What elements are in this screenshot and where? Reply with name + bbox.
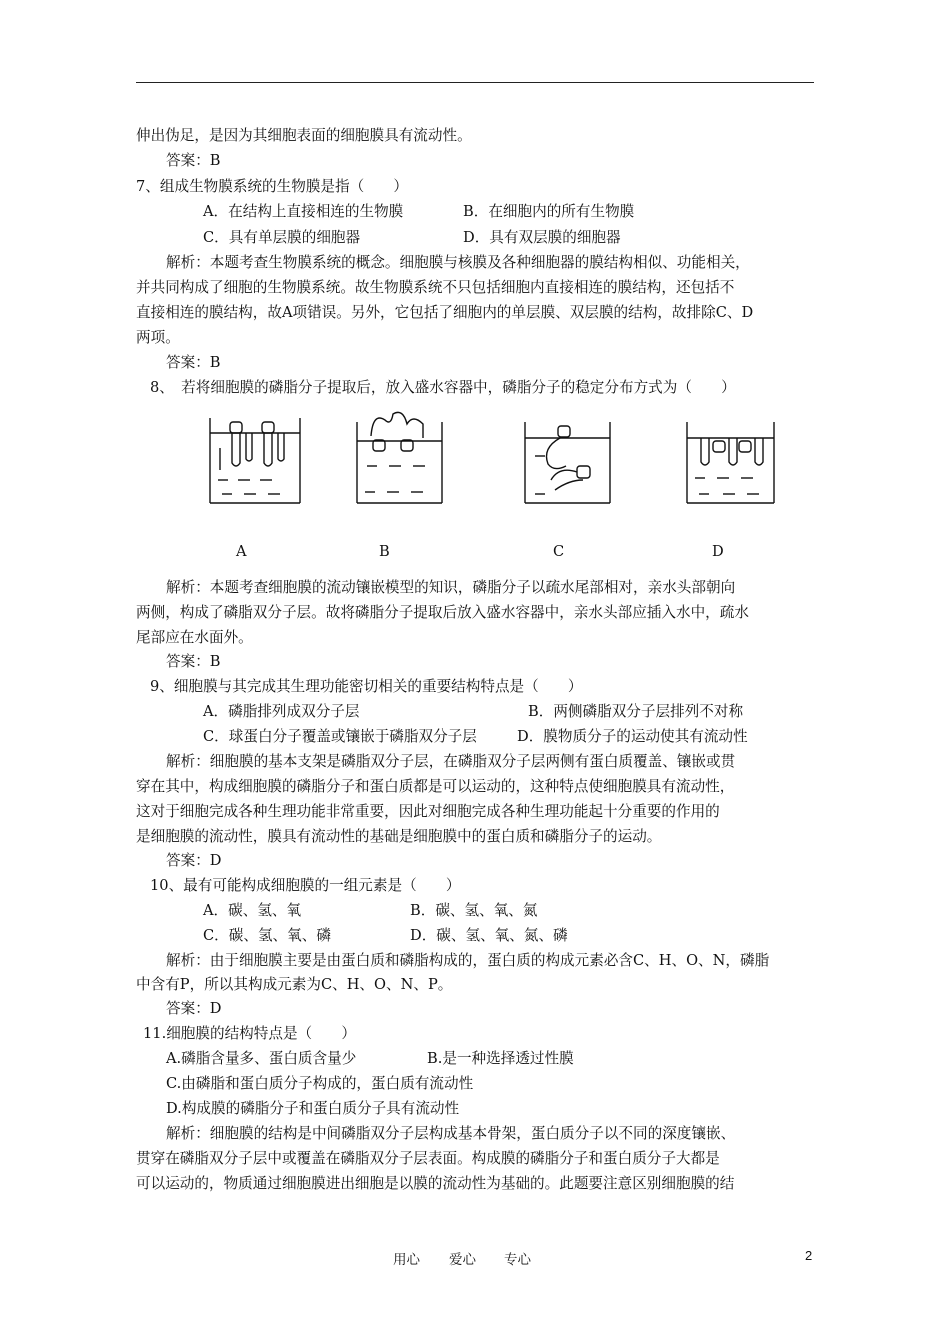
footer-text-2: 爱心: [449, 1252, 476, 1268]
q9-option-b: B．两侧磷脂双分子层排列不对称: [528, 703, 744, 720]
explanation-line: 并共同构成了细胞的生物膜系统。故生物膜系统不只包括细胞内直接相连的膜结构，还包括不: [136, 279, 735, 296]
header-rule: [136, 82, 814, 83]
explanation-line: 解析：本题考查生物膜系统的概念。细胞膜与核膜及各种细胞器的膜结构相似、功能相关，: [166, 254, 750, 271]
q7-option-d: D．具有双层膜的细胞器: [463, 229, 621, 246]
q9-option-c: C．球蛋白分子覆盖或镶嵌于磷脂双分子层: [203, 728, 477, 745]
explanation-line: 是细胞膜的流动性，膜具有流动性的基础是细胞膜中的蛋白质和磷脂分子的运动。: [136, 828, 662, 845]
q7-option-a: A．在结构上直接相连的生物膜: [203, 203, 404, 220]
figure-label-b: B: [379, 543, 390, 560]
q11-option-d: D.构成膜的磷脂分子和蛋白质分子具有流动性: [166, 1100, 460, 1117]
question-8: 8、 若将细胞膜的磷脂分子提取后，放入盛水容器中，磷脂分子的稳定分布方式为（ ）: [150, 379, 736, 396]
explanation-line: 可以运动的，物质通过细胞膜进出细胞是以膜的流动性为基础的。此题要注意区别细胞膜的结: [136, 1175, 735, 1192]
figure-label-d: D: [712, 543, 724, 560]
figure-label-a: A: [236, 543, 247, 560]
explanation-line: 两项。: [136, 329, 180, 346]
page-number: 2: [805, 1248, 813, 1263]
q10-option-d: D．碳、氢、氧、氮、磷: [410, 927, 568, 944]
explanation-line: 解析：细胞膜的基本支架是磷脂双分子层，在磷脂双分子层两侧有蛋白质覆盖、镶嵌或贯: [166, 753, 736, 770]
q10-option-c: C．碳、氢、氧、磷: [203, 927, 331, 944]
question-9: 9、细胞膜与其完成其生理功能密切相关的重要结构特点是（ ）: [150, 678, 583, 695]
q9-option-d: D．膜物质分子的运动使其有流动性: [517, 728, 748, 745]
answer-line: 答案：D: [166, 852, 222, 869]
question-10: 10、最有可能构成细胞膜的一组元素是（ ）: [150, 877, 461, 894]
q7-option-c: C．具有单层膜的细胞器: [203, 229, 361, 246]
footer-text-1: 用心: [393, 1252, 420, 1268]
answer-line: 答案：D: [166, 1000, 222, 1017]
explanation-line: 解析：本题考查细胞膜的流动镶嵌模型的知识，磷脂分子以疏水尾部相对，亲水头部朝向: [166, 579, 736, 596]
container-b: [357, 412, 442, 503]
explanation-line: 直接相连的膜结构，故A项错误。另外，它包括了细胞内的单层膜、双层膜的结构，故排除C、D: [136, 304, 754, 321]
explanation-line: 解析：细胞膜的结构是中间磷脂双分子层构成基本骨架，蛋白质分子以不同的深度镶嵌、: [166, 1125, 736, 1142]
answer-line: 答案：B: [166, 152, 221, 169]
q10-option-b: B．碳、氢、氧、氮: [410, 902, 538, 919]
footer-text-3: 专心: [504, 1252, 531, 1268]
answer-line: 答案：B: [166, 354, 221, 371]
container-d: [687, 422, 774, 503]
explanation-line: 解析：由于细胞膜主要是由蛋白质和磷脂构成的，蛋白质的构成元素必含C、H、O、N，磷脂: [166, 952, 770, 969]
figure-label-c: C: [553, 543, 565, 560]
explanation-line: 中含有P，所以其构成元素为C、H、O、N、P。: [136, 976, 453, 993]
q11-option-a: A.磷脂含量多、蛋白质含量少: [166, 1050, 357, 1067]
q11-option-c: C.由磷脂和蛋白质分子构成的，蛋白质有流动性: [166, 1075, 474, 1092]
explanation-line: 尾部应在水面外。: [136, 629, 253, 646]
q11-option-b: B.是一种选择透过性膜: [427, 1050, 574, 1067]
q10-option-a: A．碳、氢、氧: [203, 902, 302, 919]
explanation-line: 这对于细胞完成各种生理功能非常重要，因此对细胞完成各种生理功能起十分重要的作用的: [136, 803, 720, 820]
q9-option-a: A．磷脂排列成双分子层: [203, 703, 360, 720]
answer-line: 答案：B: [166, 653, 221, 670]
question-11: 11.细胞膜的结构特点是（ ）: [143, 1025, 356, 1042]
text-line: 伸出伪足，是因为其细胞表面的细胞膜具有流动性。: [136, 127, 472, 144]
explanation-line: 穿在其中，构成细胞膜的磷脂分子和蛋白质都是可以运动的，这种特点使细胞膜具有流动性，: [136, 778, 735, 795]
question-7: 7、组成生物膜系统的生物膜是指（ ）: [136, 178, 408, 195]
phospholipid-figure: [195, 408, 795, 518]
container-a: [210, 418, 300, 503]
q7-option-b: B．在细胞内的所有生物膜: [463, 203, 635, 220]
container-c: [525, 422, 610, 503]
explanation-line: 两侧，构成了磷脂双分子层。故将磷脂分子提取后放入盛水容器中，亲水头部应插入水中，疏水: [136, 604, 749, 621]
explanation-line: 贯穿在磷脂双分子层中或覆盖在磷脂双分子层表面。构成膜的磷脂分子和蛋白质分子大都是: [136, 1150, 720, 1167]
